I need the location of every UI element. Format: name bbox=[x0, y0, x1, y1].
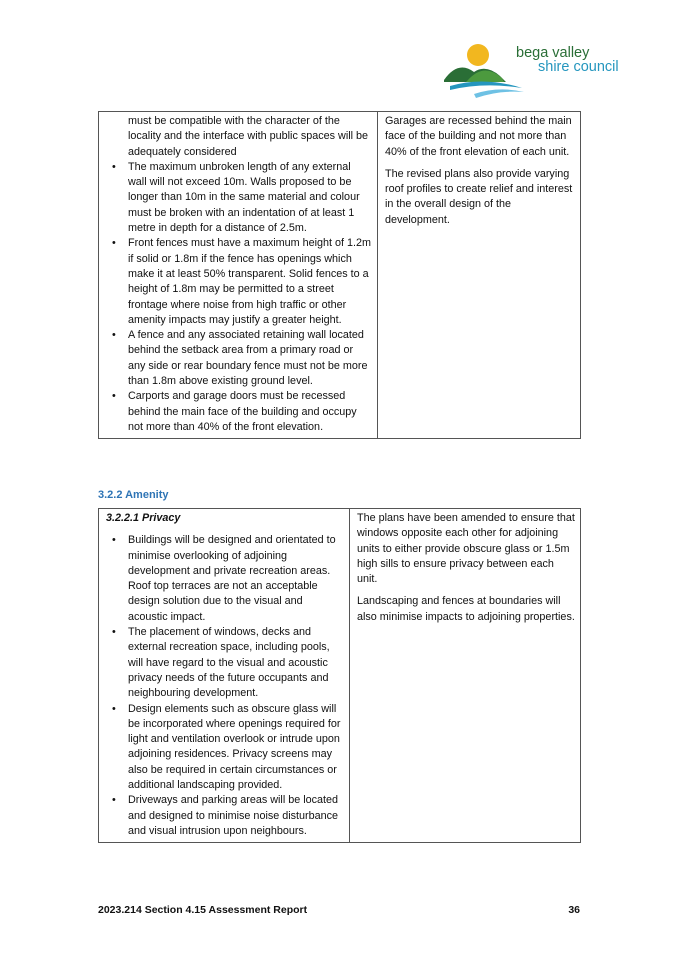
subsection-heading: 3.2.2.1 Privacy bbox=[106, 512, 181, 524]
council-logo bbox=[444, 42, 640, 100]
response-cell bbox=[378, 112, 581, 439]
response-paragraph: The revised plans also provide varying roof profiles to create relief and interest in the overall design of the development. bbox=[385, 167, 573, 226]
list-item: • A fence and any associated retaining wall located behind the setback area from a primary road or any side or rear boundary fence must not be more than 1.8m above existing ground level. bbox=[106, 328, 372, 389]
controls-table-privacy bbox=[98, 508, 581, 843]
response-paragraph: Garages are recessed behind the main face of the building and not more than 40% of the front elevation of each unit. bbox=[385, 115, 572, 158]
response-cell bbox=[350, 509, 581, 843]
control-cell bbox=[99, 509, 350, 843]
page-footer bbox=[98, 904, 580, 916]
control-bullet-list bbox=[106, 533, 344, 839]
page-number: 36 bbox=[568, 904, 580, 916]
list-item: • Buildings will be designed and orientated to minimise overlooking of adjoining development and private recreation areas. Roof top terraces are not an acceptable design solution due to the visual and acoustic impact. bbox=[106, 533, 344, 625]
control-bullet-list bbox=[106, 160, 372, 435]
hills-sun-logo-icon bbox=[444, 42, 524, 100]
table-row bbox=[99, 112, 581, 439]
table-row bbox=[99, 509, 581, 843]
control-cell bbox=[99, 112, 378, 439]
list-item: • The placement of windows, decks and external recreation space, including pools, will have regard to the visual and acoustic privacy needs of the future occupants and neighbouring development. bbox=[106, 625, 344, 701]
controls-table-setbacks bbox=[98, 111, 581, 439]
section-heading: 3.2.2 Amenity bbox=[98, 489, 169, 501]
logo-line2: shire council bbox=[538, 59, 619, 75]
list-item: • Design elements such as obscure glass will be incorporated where openings required for light and ventilation overlook or intrude upon adjoining residences. Privacy screens may also be required in certain circumstances or additional landscaping provided. bbox=[106, 702, 344, 794]
list-item: • Carports and garage doors must be recessed behind the main face of the building and occupy not more than 40% of the front elevation. bbox=[106, 389, 372, 435]
list-item: • Front fences must have a maximum height of 1.2m if solid or 1.8m if the fence has openings which make it at least 50% transparent. Solid fences to a height of 1.8m may be permitted to a street frontage where noise from high traffic or other amenity impacts may justify a greater height. bbox=[106, 236, 372, 328]
report-title: 2023.214 Section 4.15 Assessment Report bbox=[98, 904, 308, 916]
response-paragraph: The plans have been amended to ensure that windows opposite each other for adjoining units to either provide obscure glass or 1.5m high sills to ensure privacy between each unit. bbox=[357, 512, 575, 586]
list-item: • Driveways and parking areas will be located and designed to minimise noise disturbance and visual intrusion upon neighbours. bbox=[106, 793, 344, 839]
logo-line1: bega valley bbox=[516, 45, 590, 61]
control-continuation-text: must be compatible with the character of the locality and the interface with public spaces will be adequately considered bbox=[128, 115, 369, 158]
list-item: • The maximum unbroken length of any external wall will not exceed 10m. Walls proposed to be longer than 10m in the same material and colour must be broken with an indentation of at least 1 metre in depth for a distance of 2.5m. bbox=[106, 160, 372, 236]
response-paragraph: Landscaping and fences at boundaries will also minimise impacts to adjoining properties. bbox=[357, 595, 575, 623]
